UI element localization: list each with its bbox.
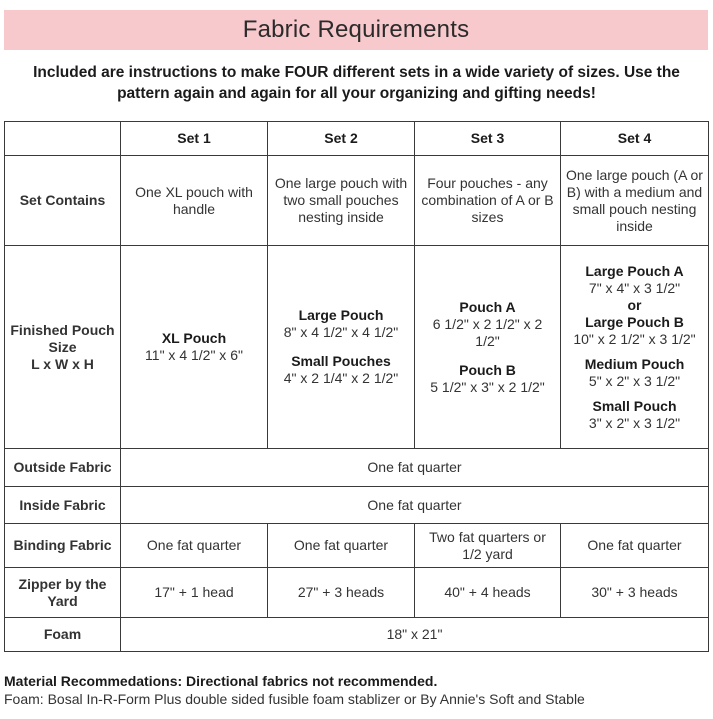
pouch-dimensions: 4" x 2 1/4" x 2 1/2"	[283, 370, 399, 386]
intro-text: Included are instructions to make FOUR different sets in a wide variety of sizes. Use the pattern again and again for all your organizing and gifting needs!	[33, 64, 680, 102]
pouch-title: Large Pouch A	[585, 262, 684, 279]
zipper-set-2: 27" + 3 heads	[268, 568, 415, 618]
pouch-dimensions: 8" x 4 1/2" x 4 1/2"	[283, 324, 399, 340]
foam-value: 18" x 21"	[121, 618, 709, 652]
pouch-title: Large Pouch	[298, 307, 384, 323]
set-contains-set-4: One large pouch (A or B) with a medium and small pouch nesting inside	[561, 156, 709, 246]
pouch-dimensions: 6 1/2" x 2 1/2" x 2 1/2"	[432, 315, 543, 349]
header-set-3: Set 3	[415, 122, 561, 156]
row-label-set-contains: Set Contains	[5, 156, 121, 246]
pouch-title: Small Pouch	[592, 397, 677, 414]
header-set-4: Set 4	[561, 122, 709, 156]
finished-size-set-3	[415, 246, 561, 449]
header-set-2: Set 2	[268, 122, 415, 156]
finished-size-dimensions-label: L x W x H	[31, 355, 94, 372]
pouch-dimensions: 5" x 2" x 3 1/2"	[588, 372, 681, 389]
inside-fabric-value: One fat quarter	[121, 487, 709, 524]
pouch-dimensions: 7" x 4" x 3 1/2"	[588, 279, 681, 296]
material-recommendations: Material Recommedations: Directional fabrics not recommended.	[4, 673, 438, 689]
page-title: Fabric Requirements	[242, 16, 470, 43]
row-label-finished-size	[5, 246, 121, 449]
pouch-title: Pouch A	[459, 298, 516, 315]
pouch-dimensions: 11" x 4 1/2" x 6"	[145, 347, 243, 363]
finished-size-set-4	[561, 246, 709, 449]
zipper-set-4: 30" + 3 heads	[561, 568, 709, 618]
or-separator: or	[627, 296, 642, 313]
set-contains-set-3: Four pouches - any combination of A or B sizes	[415, 156, 561, 246]
row-outside-fabric	[5, 449, 709, 487]
row-zipper	[5, 568, 709, 618]
corner-cell	[5, 122, 121, 156]
row-set-contains	[5, 156, 709, 246]
binding-set-3: Two fat quarters or 1/2 yard	[415, 524, 561, 568]
pouch-title: Large Pouch B	[585, 313, 684, 330]
pouch-title: XL Pouch	[161, 330, 227, 346]
set-contains-set-2: One large pouch with two small pouches nesting inside	[268, 156, 415, 246]
pouch-title: Pouch B	[459, 361, 516, 378]
pouch-dimensions: 10" x 2 1/2" x 3 1/2"	[573, 330, 696, 347]
row-label-inside-fabric: Inside Fabric	[5, 487, 121, 524]
row-finished-size	[5, 246, 709, 449]
binding-set-4: One fat quarter	[561, 524, 709, 568]
row-inside-fabric	[5, 487, 709, 524]
header-row	[5, 122, 709, 156]
outside-fabric-value: One fat quarter	[121, 449, 709, 487]
row-foam	[5, 618, 709, 652]
set-contains-set-1: One XL pouch with handle	[121, 156, 268, 246]
pouch-dimensions: 5 1/2" x 3" x 2 1/2"	[430, 378, 545, 395]
foam-note: Foam: Bosal In-R-Form Plus double sided fusible foam stablizer or By Annie's Soft and Stable	[4, 691, 585, 707]
fabric-requirements-table	[4, 121, 709, 652]
row-label-outside-fabric: Outside Fabric	[5, 449, 121, 487]
row-label-binding-fabric: Binding Fabric	[5, 524, 121, 568]
row-binding-fabric	[5, 524, 709, 568]
row-label-zipper: Zipper by the Yard	[5, 568, 121, 618]
finished-size-set-2	[268, 246, 415, 449]
zipper-set-3: 40" + 4 heads	[415, 568, 561, 618]
title-banner	[4, 10, 708, 50]
binding-set-1: One fat quarter	[121, 524, 268, 568]
header-set-1: Set 1	[121, 122, 268, 156]
pouch-dimensions: 3" x 2" x 3 1/2"	[588, 414, 681, 431]
finished-size-label: Finished Pouch Size	[10, 321, 115, 355]
zipper-set-1: 17" + 1 head	[121, 568, 268, 618]
binding-set-2: One fat quarter	[268, 524, 415, 568]
row-label-foam: Foam	[5, 618, 121, 652]
pouch-title: Small Pouches	[291, 353, 391, 369]
finished-size-set-1	[121, 246, 268, 449]
footer-notes	[4, 672, 709, 708]
pouch-title: Medium Pouch	[584, 355, 685, 372]
